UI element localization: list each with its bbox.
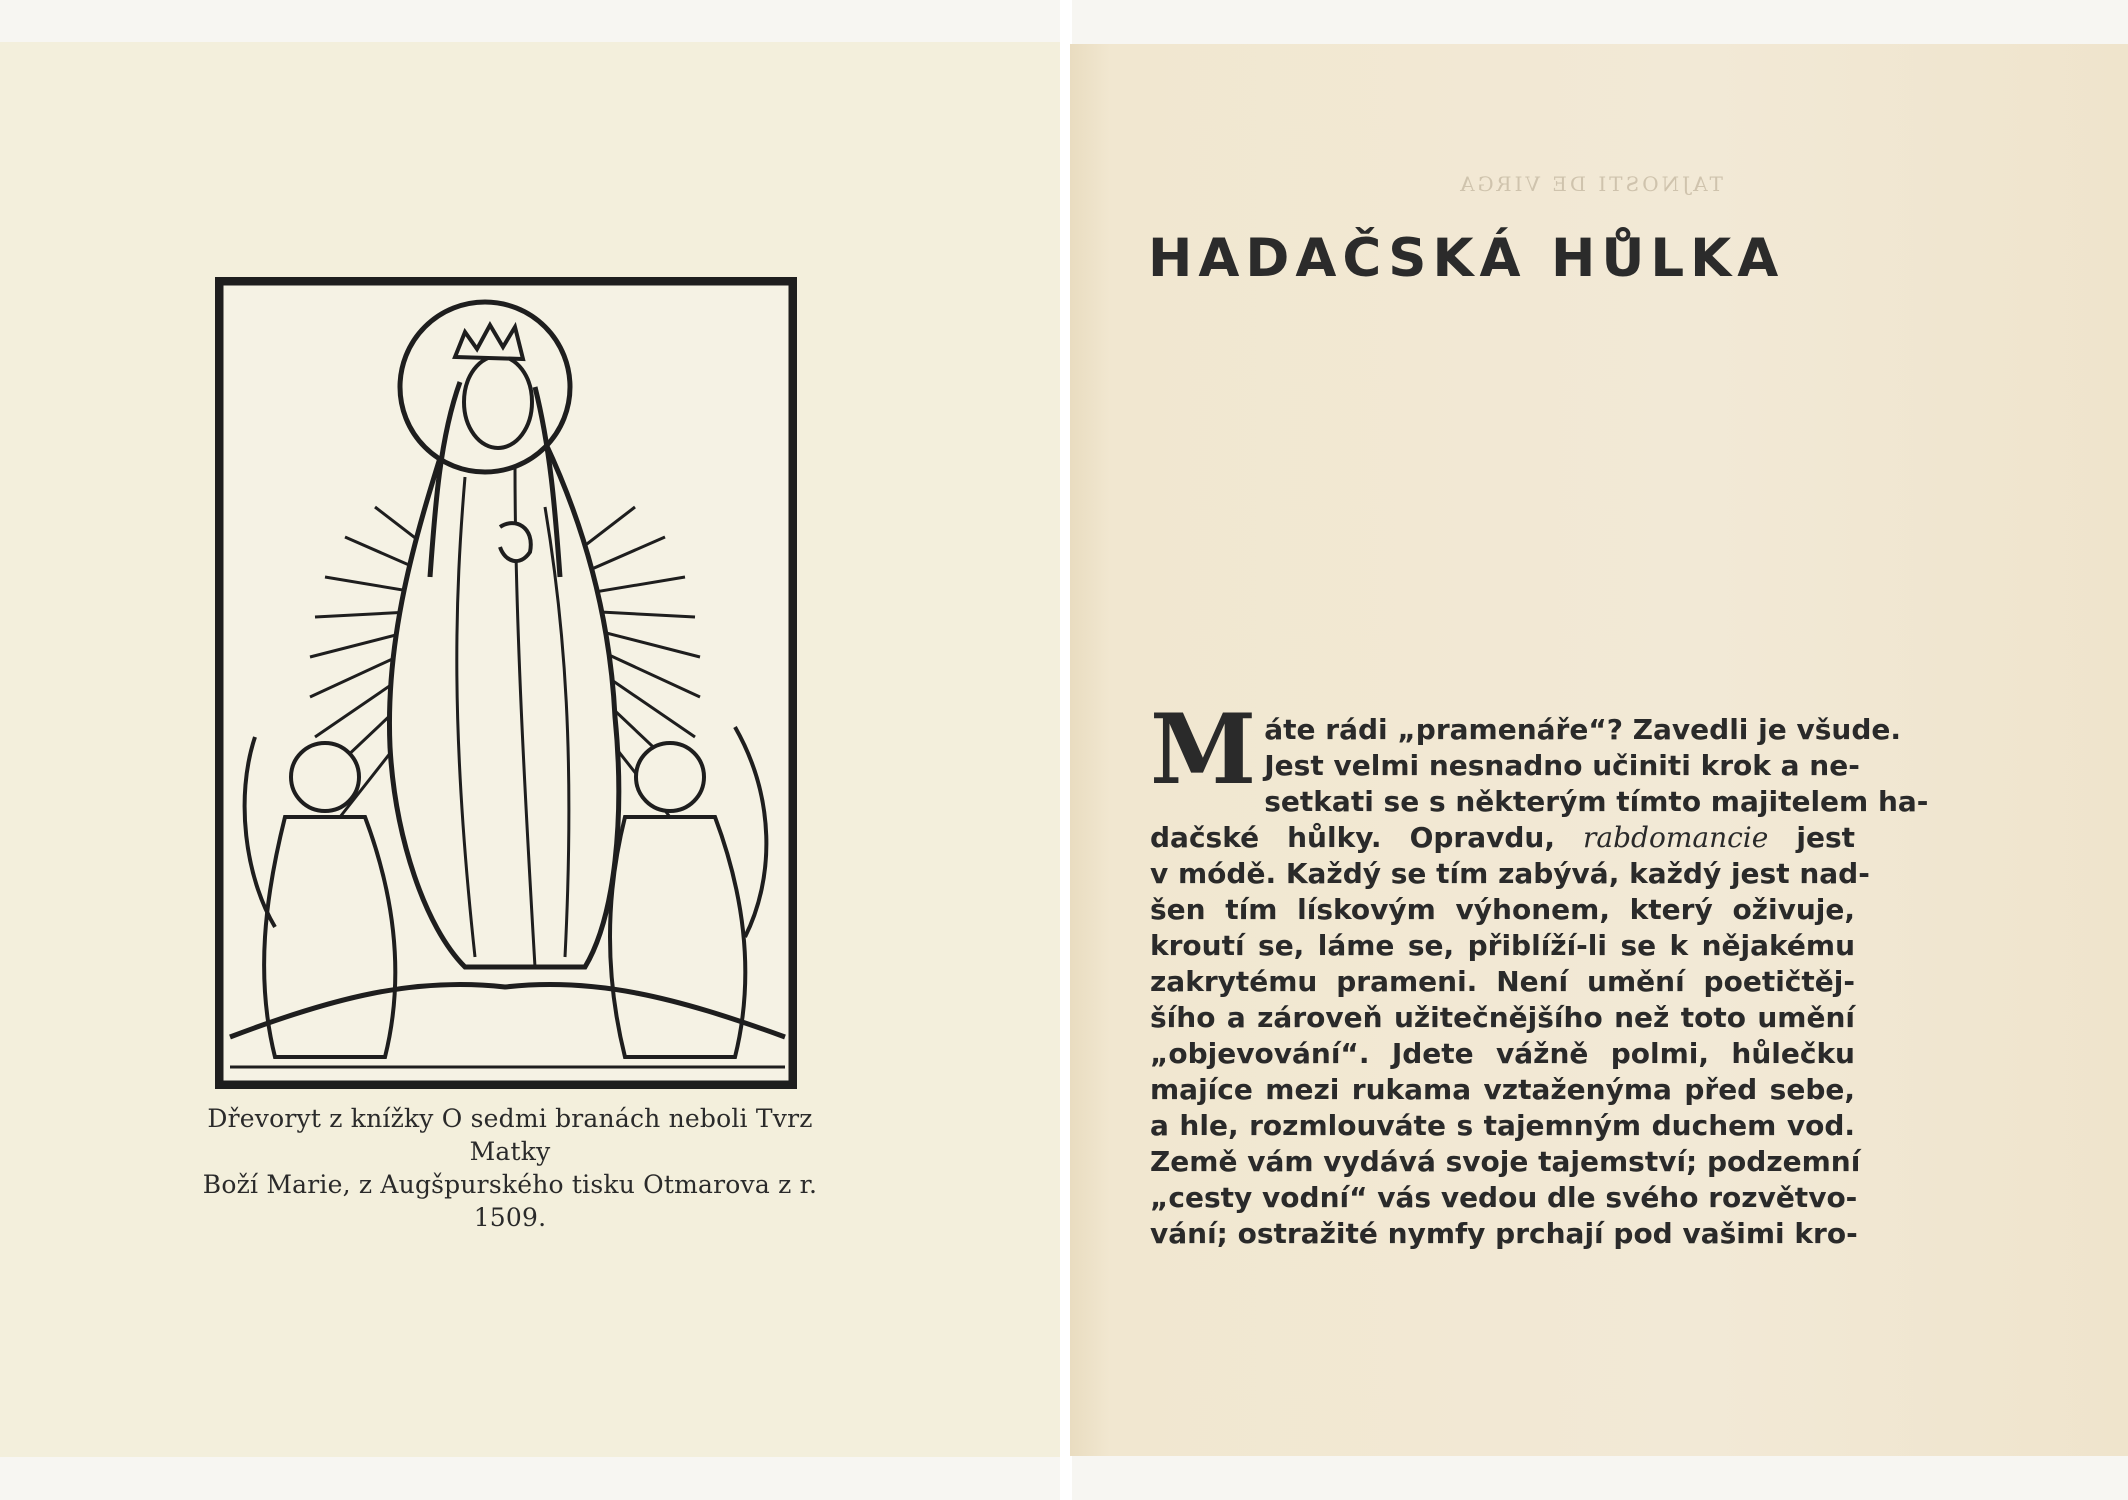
text-fragment: dačské hůlky. Opravdu,: [1150, 821, 1555, 854]
text-line: áte rádi „pramenáře“? Zavedli je všude.: [1264, 713, 1901, 746]
virgin-mary-woodcut-icon: [215, 277, 797, 1089]
text-line: kroutí se, láme se, přiblíží-li se k nějakému: [1150, 929, 1855, 962]
bleed-through-header: TAJNOSTI DE VIRGA: [1457, 172, 1723, 196]
text-line: „objevování“. Jdete vážně polmi, hůlečku: [1150, 1037, 1855, 1070]
chapter-body-text: [1150, 693, 1929, 1252]
chapter-title: HADAČSKÁ HŮLKA: [1148, 228, 1785, 289]
text-line: a hle, rozmlouváte s tajemným duchem vod.: [1150, 1109, 1855, 1142]
text-line: vání; ostražité nymfy prchají pod vašimi kro-: [1150, 1217, 1858, 1250]
text-line: „cesty vodní“ vás vedou dle svého rozvětvo-: [1150, 1181, 1858, 1214]
woodcut-illustration: [215, 277, 797, 1089]
text-line: v módě. Každý se tím zabývá, každý jest nad-: [1150, 857, 1870, 890]
italic-term: rabdomancie: [1583, 821, 1769, 854]
left-page: [0, 42, 1062, 1457]
text-line: šího a zároveň užitečnějšího než toto umění: [1150, 1001, 1855, 1034]
text-line: šen tím lískovým výhonem, který oživuje,: [1150, 893, 1855, 926]
woodcut-caption: [200, 1102, 820, 1234]
caption-line: Dřevoryt z knížky O sedmi branách neboli Tvrz Matky: [207, 1104, 813, 1166]
caption-line: Boží Marie, z Augšpurského tisku Otmarova z r. 1509.: [202, 1170, 818, 1232]
text-line: [1150, 820, 1855, 856]
text-line: Země vám vydává svoje tajemství; podzemní: [1150, 1145, 1861, 1178]
text-line: majíce mezi rukama vztaženýma před sebe,: [1150, 1073, 1855, 1106]
text-line: zakrytému prameni. Není umění poetičtěj-: [1150, 965, 1855, 998]
text-line: setkati se s některým tímto majitelem ha-: [1264, 785, 1929, 818]
drop-cap: M: [1150, 693, 1257, 806]
text-line: Jest velmi nesnadno učiniti krok a ne-: [1264, 749, 1860, 782]
text-fragment: jest: [1796, 821, 1856, 854]
